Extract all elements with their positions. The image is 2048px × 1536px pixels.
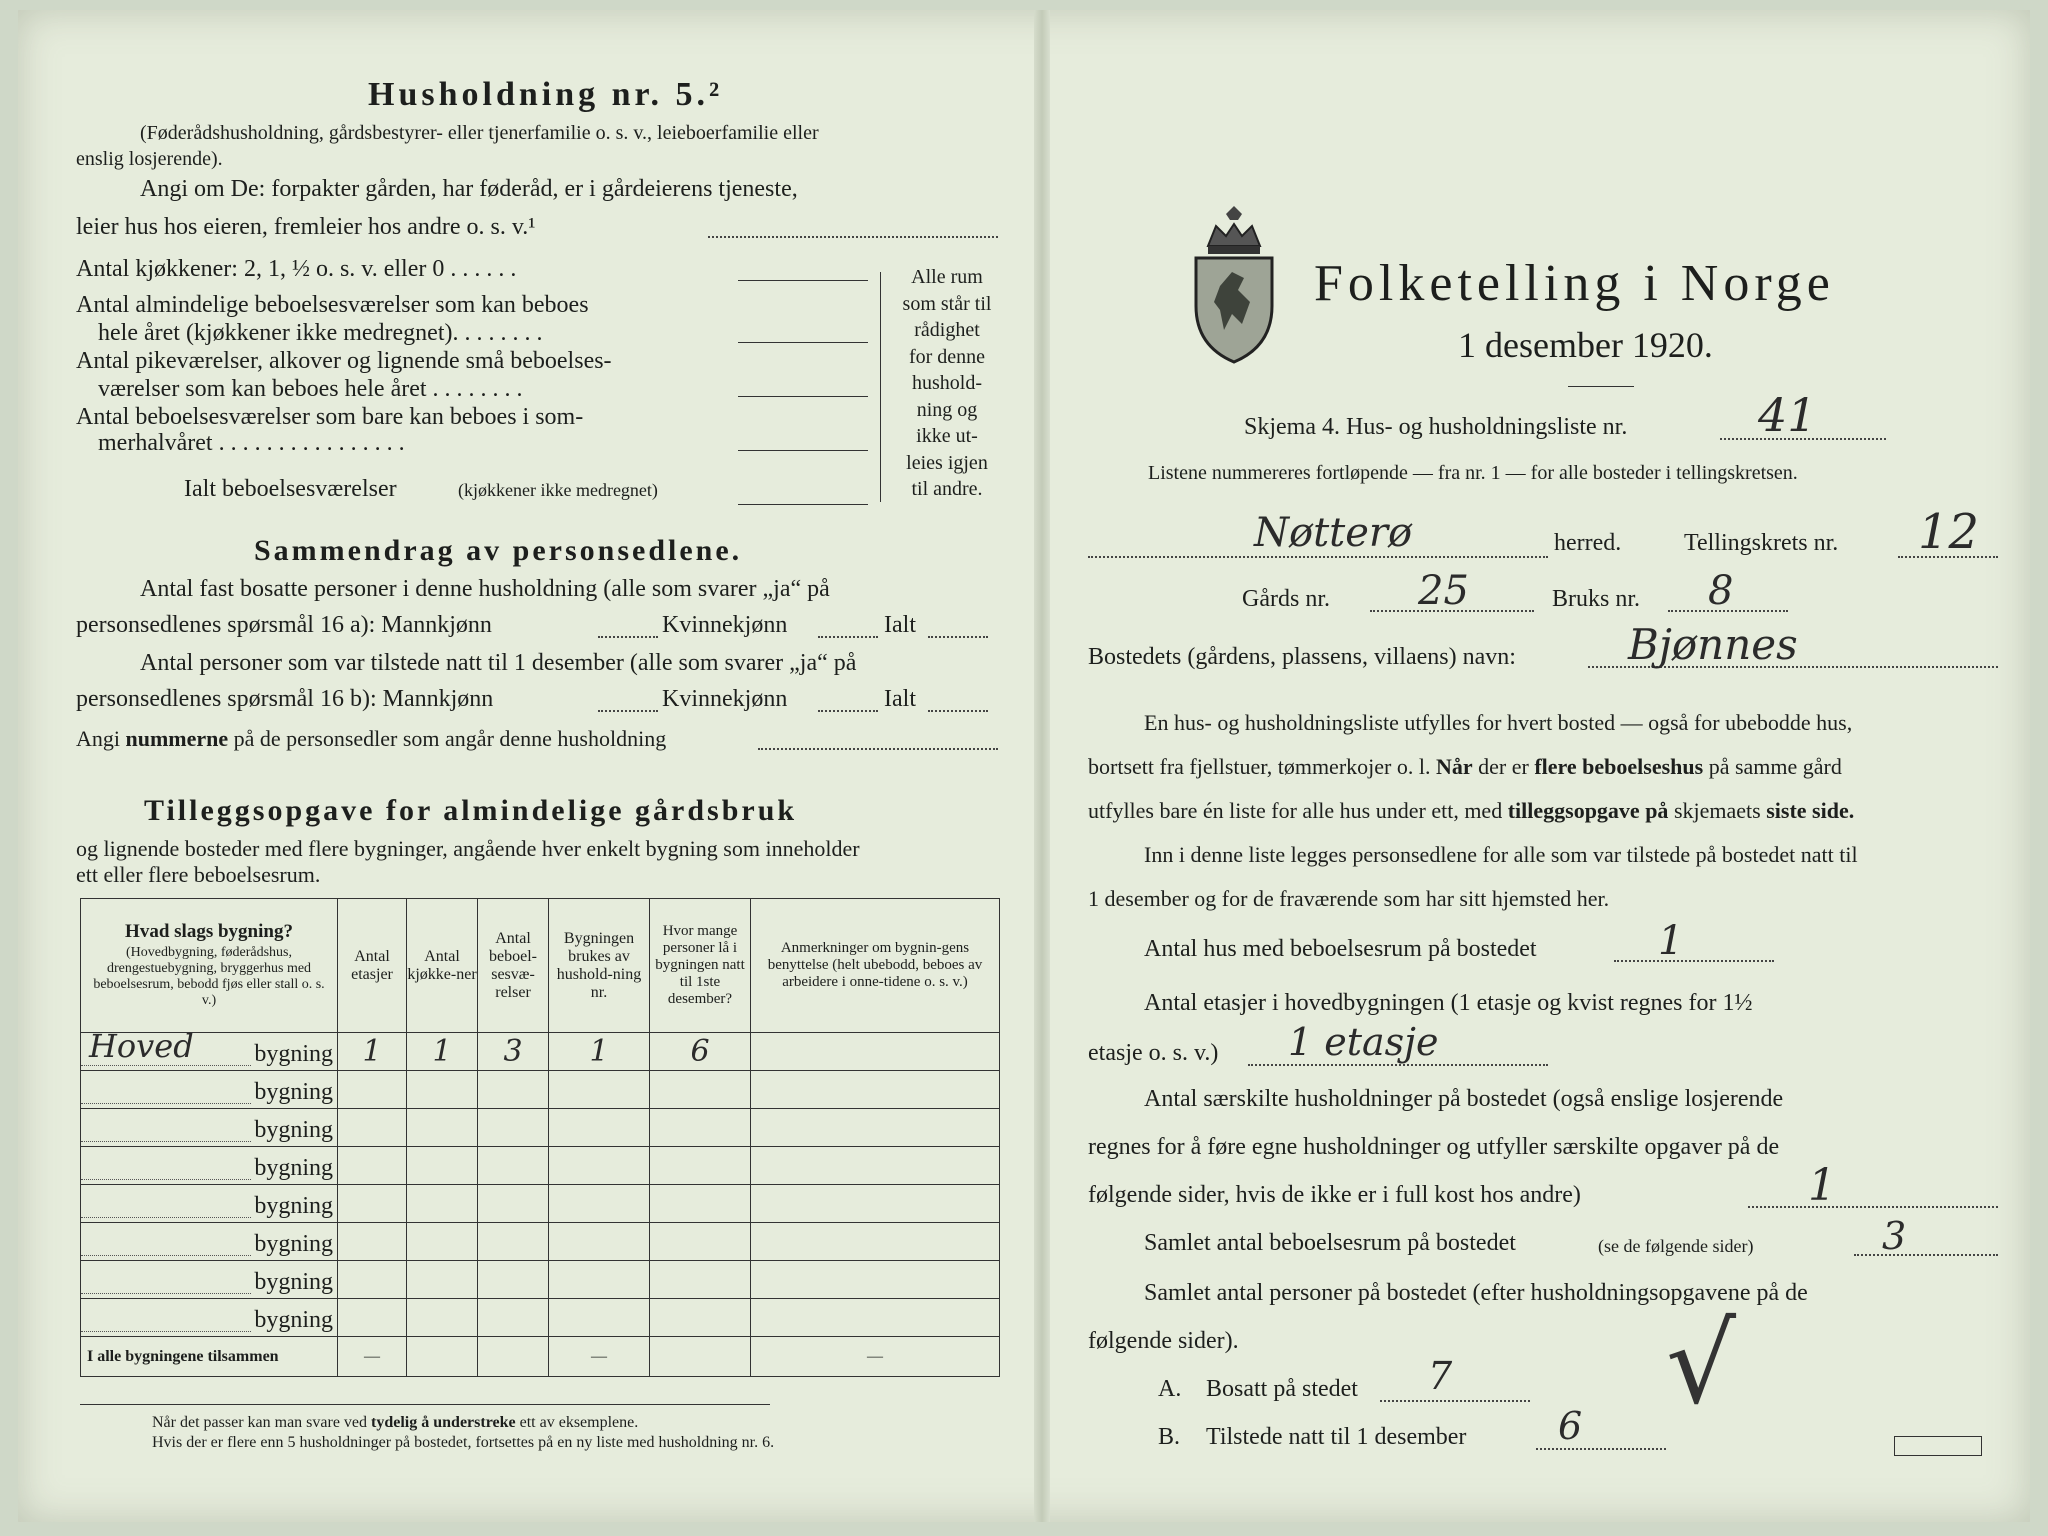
angi-line-2: leier hus hos eieren, fremleier hos andre o. s. v.¹ bbox=[76, 214, 536, 240]
total-etasjer: — bbox=[338, 1337, 407, 1377]
building-vaerelser-cell bbox=[478, 1299, 549, 1337]
bygning-label: bygning bbox=[254, 1307, 333, 1333]
q-hus-label: Antal hus med beboelsesrum på bostedet bbox=[1144, 936, 1537, 962]
building-husholdning-cell: 1 bbox=[549, 1033, 650, 1071]
q-a-value: 7 bbox=[1428, 1354, 1453, 1398]
q-hush-line bbox=[1748, 1206, 1998, 1208]
building-etasjer-cell: 1 bbox=[338, 1033, 407, 1071]
building-type-line bbox=[81, 1331, 251, 1332]
angi-nummerne-line bbox=[758, 748, 998, 750]
summary-2-kvinne-line bbox=[818, 710, 878, 712]
col-header-type bbox=[81, 899, 338, 1033]
building-type-cell bbox=[81, 1147, 338, 1185]
building-row bbox=[81, 1109, 1000, 1147]
building-anm-cell bbox=[751, 1185, 1000, 1223]
building-row bbox=[81, 1261, 1000, 1299]
building-type-cell bbox=[81, 1071, 338, 1109]
building-table bbox=[80, 898, 1000, 1377]
q-hush-1: Antal særskilte husholdninger på bostedet (også enslige losjerende bbox=[1144, 1086, 1784, 1112]
bruks-label: Bruks nr. bbox=[1552, 586, 1641, 612]
foot-note-1-post: ett av eksemplene. bbox=[515, 1414, 639, 1431]
building-type-cell bbox=[81, 1261, 338, 1299]
tillegg-2: ett eller flere beboelsesrum. bbox=[76, 862, 321, 887]
para1-line3-b: tilleggsopgave på bbox=[1507, 798, 1669, 823]
building-vaerelser-cell bbox=[478, 1185, 549, 1223]
building-anm-cell bbox=[751, 1109, 1000, 1147]
para1-line3 bbox=[1088, 798, 1854, 824]
building-etasjer-cell bbox=[338, 1185, 407, 1223]
building-row bbox=[81, 1185, 1000, 1223]
household-note-1: (Føderådshusholdning, gårdsbestyrer- eller tjenerfamilie o. s. v., leieboerfamilie eller bbox=[140, 122, 819, 144]
summary-2-ialt: Ialt bbox=[884, 686, 916, 712]
building-etasjer-cell bbox=[338, 1223, 407, 1261]
side-note-line: hushold- bbox=[912, 372, 982, 394]
q-a-label: A. bbox=[1158, 1376, 1182, 1402]
ialt-answer-line bbox=[738, 504, 868, 505]
side-note bbox=[892, 264, 1002, 503]
building-etasjer-cell bbox=[338, 1071, 407, 1109]
total-label: I alle bygningene tilsammen bbox=[81, 1337, 338, 1377]
q-rum-label: Samlet antal beboelsesrum på bostedet bbox=[1144, 1230, 1516, 1256]
building-personer-cell: 6 bbox=[650, 1033, 751, 1071]
summary-1-mann-line bbox=[598, 636, 658, 638]
foot-note-1-pre: Når det passer kan man svare ved bbox=[152, 1414, 372, 1431]
building-anm-cell bbox=[751, 1299, 1000, 1337]
bygning-label: bygning bbox=[254, 1231, 333, 1257]
building-kjokkener-cell: 1 bbox=[407, 1033, 478, 1071]
census-sheet bbox=[18, 10, 2030, 1522]
tellingskrets-value: 12 bbox=[1918, 504, 1980, 560]
summary-2-kvinne: Kvinnekjønn bbox=[662, 686, 788, 712]
bygning-label: bygning bbox=[254, 1155, 333, 1181]
building-vaerelser-cell bbox=[478, 1147, 549, 1185]
building-etasjer-cell bbox=[338, 1261, 407, 1299]
q-hush-value: 1 bbox=[1808, 1160, 1836, 1211]
herred-value: Nøtterø bbox=[1254, 510, 1413, 556]
building-husholdning-cell bbox=[549, 1185, 650, 1223]
foot-note-1 bbox=[152, 1414, 638, 1432]
building-row bbox=[81, 1147, 1000, 1185]
bruks-value: 8 bbox=[1708, 568, 1734, 614]
bygning-label: bygning bbox=[254, 1117, 333, 1143]
building-row bbox=[81, 1071, 1000, 1109]
foot-note-1-bold: tydelig å understreke bbox=[371, 1414, 516, 1431]
building-personer-cell bbox=[650, 1185, 751, 1223]
pike-answer-line bbox=[738, 396, 868, 397]
building-type-cell bbox=[81, 1223, 338, 1261]
para1-line2-d: flere beboelseshus bbox=[1534, 754, 1704, 779]
para2-line2: 1 desember og for de fraværende som har sitt hjemsted her. bbox=[1088, 886, 1610, 911]
date-rule bbox=[1568, 386, 1634, 387]
foot-note-2: Hvis der er flere enn 5 husholdninger på bostedet, fortsettes på en ny liste med husholdning nr. 6. bbox=[152, 1434, 775, 1451]
ialt-label: Ialt beboelsesværelser bbox=[184, 476, 397, 502]
q-pers-2: følgende sider). bbox=[1088, 1328, 1239, 1354]
col-header-etasjer: Antal etasjer bbox=[338, 899, 407, 1033]
total-row bbox=[81, 1337, 1000, 1377]
para1-line2 bbox=[1088, 754, 1842, 780]
building-kjokkener-cell bbox=[407, 1261, 478, 1299]
building-rows bbox=[81, 1027, 1000, 1337]
para1-line3-a: utfylles bare én liste for alle hus under ett, med bbox=[1088, 798, 1508, 823]
para1-line1: En hus- og husholdningsliste utfylles for hvert bosted — også for ubebodde hus, bbox=[1144, 710, 1853, 735]
building-vaerelser-cell bbox=[478, 1223, 549, 1261]
gards-value: 25 bbox=[1418, 568, 1469, 614]
summary-2-ialt-line bbox=[928, 710, 988, 712]
q-a-text: Bosatt på stedet bbox=[1206, 1376, 1358, 1402]
skjema-label: Skjema 4. Hus- og husholdningsliste nr. bbox=[1244, 414, 1628, 440]
building-vaerelser-cell: 3 bbox=[478, 1033, 549, 1071]
herred-label: herred. bbox=[1554, 530, 1622, 556]
summary-1-kvinne-line bbox=[818, 636, 878, 638]
kjokkener-answer-line bbox=[738, 280, 868, 281]
skjema-nr-value: 41 bbox=[1758, 388, 1817, 442]
building-vaerelser-cell bbox=[478, 1261, 549, 1299]
herred-line bbox=[1088, 556, 1548, 558]
listene-note: Listene nummereres fortløpende — fra nr. 1 — for alle bosteder i tellingskretsen. bbox=[1148, 462, 1798, 484]
gards-label: Gårds nr. bbox=[1242, 586, 1330, 612]
col-header-type-title: Hvad slags bygning? bbox=[125, 920, 293, 942]
side-note-line: leies igjen bbox=[906, 451, 988, 474]
norway-coat-of-arms bbox=[1186, 206, 1282, 366]
col-header-vaerelser: Antal beboel-sesvæ-relser bbox=[478, 899, 549, 1033]
q-etasjer-line bbox=[1248, 1064, 1548, 1066]
para1-line2-a: bortsett fra fjellstuer, tømmerkojer o. l. bbox=[1088, 754, 1436, 779]
household-note-2: enslig losjerende). bbox=[76, 148, 223, 170]
q-rum-value: 3 bbox=[1882, 1214, 1907, 1258]
side-note-line: Alle rum bbox=[911, 266, 983, 288]
angi-nummerne-bold: nummerne bbox=[125, 726, 229, 751]
col-header-kjokkener: Antal kjøkke-ner bbox=[407, 899, 478, 1033]
building-anm-cell bbox=[751, 1261, 1000, 1299]
angi-nummerne-post: på de personsedler som angår denne husholdning bbox=[228, 726, 667, 751]
building-husholdning-cell bbox=[549, 1261, 650, 1299]
pike-label-2: værelser som kan beboes hele året . . . . . . . . bbox=[98, 376, 523, 402]
para1-line2-e: på samme gård bbox=[1703, 754, 1842, 779]
building-husholdning-cell bbox=[549, 1071, 650, 1109]
household-title: Husholdning nr. 5.² bbox=[368, 76, 724, 113]
building-husholdning-cell bbox=[549, 1223, 650, 1261]
q-a-line bbox=[1380, 1400, 1530, 1402]
summary-1-kvinne: Kvinnekjønn bbox=[662, 612, 788, 638]
col-header-type-sub: (Hovedbygning, føderådshus, drengestuebygning, bryggerhus med beboelsesrum, bebodd fjøs eller stall o. s. v.) bbox=[93, 944, 325, 1008]
building-kjokkener-cell bbox=[407, 1299, 478, 1337]
building-personer-cell bbox=[650, 1299, 751, 1337]
ialt-note: (kjøkkener ikke medregnet) bbox=[458, 480, 658, 500]
total-vaerelser bbox=[478, 1337, 549, 1377]
bygning-label: bygning bbox=[254, 1041, 333, 1067]
sommer-label-2: merhalvåret . . . . . . . . . . . . . . . . bbox=[98, 430, 405, 456]
building-personer-cell bbox=[650, 1071, 751, 1109]
summary-2-mann-line bbox=[598, 710, 658, 712]
building-kjokkener-cell bbox=[407, 1109, 478, 1147]
side-note-line: til andre. bbox=[911, 478, 983, 500]
para2-line1: Inn i denne liste legges personsedlene for alle som var tilstede på bostedet natt til bbox=[1144, 842, 1858, 867]
angi-answer-line bbox=[708, 236, 998, 238]
q-b-text: Tilstede natt til 1 desember bbox=[1206, 1424, 1467, 1450]
q-b-label: B. bbox=[1158, 1424, 1181, 1450]
building-etasjer-cell bbox=[338, 1109, 407, 1147]
summary-2b: personsedlenes spørsmål 16 b): Mannkjønn bbox=[76, 686, 494, 712]
tillegg-1: og lignende bosteder med flere bygninger, angående hver enkelt bygning som inneholder bbox=[76, 836, 860, 861]
side-note-line: som står til bbox=[902, 292, 992, 315]
building-type-value: Hoved bbox=[89, 1027, 194, 1065]
building-etasjer-cell bbox=[338, 1147, 407, 1185]
alm-answer-line bbox=[738, 342, 868, 343]
building-anm-cell bbox=[751, 1223, 1000, 1261]
building-etasjer-cell bbox=[338, 1299, 407, 1337]
side-note-line: for denne bbox=[908, 345, 986, 368]
building-type-line bbox=[81, 1065, 251, 1066]
bostedets-label: Bostedets (gårdens, plassens, villaens) navn: bbox=[1088, 644, 1516, 670]
building-type-line bbox=[81, 1141, 251, 1142]
building-vaerelser-cell bbox=[478, 1109, 549, 1147]
form-date: 1 desember 1920. bbox=[1458, 325, 1713, 365]
building-husholdning-cell bbox=[549, 1147, 650, 1185]
building-personer-cell bbox=[650, 1147, 751, 1185]
building-row bbox=[81, 1033, 1000, 1071]
building-type-line bbox=[81, 1293, 251, 1294]
bygning-label: bygning bbox=[254, 1269, 333, 1295]
para1-line3-d: siste side. bbox=[1766, 798, 1855, 823]
building-kjokkener-cell bbox=[407, 1223, 478, 1261]
building-anm-cell bbox=[751, 1033, 1000, 1071]
building-kjokkener-cell bbox=[407, 1185, 478, 1223]
side-note-line: ikke ut- bbox=[916, 425, 978, 447]
building-personer-cell bbox=[650, 1261, 751, 1299]
sommer-label-1: Antal beboelsesværelser som bare kan beboes i som- bbox=[76, 404, 584, 430]
q-etasjer-1: Antal etasjer i hovedbygningen (1 etasje og kvist regnes for 1½ bbox=[1144, 990, 1753, 1016]
bygning-label: bygning bbox=[254, 1193, 333, 1219]
q-pers-1: Samlet antal personer på bostedet (efter husholdningsopgavene på de bbox=[1144, 1280, 1808, 1306]
side-note-brace bbox=[880, 272, 881, 502]
angi-nummerne-pre: Angi bbox=[76, 726, 126, 751]
building-kjokkener-cell bbox=[407, 1147, 478, 1185]
q-hush-2: regnes for å føre egne husholdninger og utfyller særskilte opgaver på de bbox=[1088, 1134, 1780, 1160]
q-b-line bbox=[1536, 1448, 1666, 1450]
q-hush-3: følgende sider, hvis de ikke er i full kost hos andre) bbox=[1088, 1182, 1581, 1208]
building-type-cell bbox=[81, 1027, 338, 1071]
summary-1-ialt: Ialt bbox=[884, 612, 916, 638]
building-type-line bbox=[81, 1255, 251, 1256]
angi-nummerne bbox=[76, 726, 666, 752]
summary-2a: Antal personer som var tilstede natt til 1 desember (alle som svarer „ja“ på bbox=[140, 650, 857, 676]
total-personer bbox=[650, 1337, 751, 1377]
summary-1-ialt-line bbox=[928, 636, 988, 638]
printer-stamp bbox=[1894, 1436, 1982, 1456]
col-header-anm: Anmerkninger om bygnin-gens benyttelse (helt ubebodd, beboes av arbeidere i onne-tidene o. s. v.) bbox=[751, 899, 1000, 1033]
para1-line2-b: Når bbox=[1435, 754, 1473, 779]
q-b-value: 6 bbox=[1558, 1404, 1583, 1448]
side-note-line: rådighet bbox=[914, 319, 980, 341]
total-husholdning: — bbox=[549, 1337, 650, 1377]
building-row bbox=[81, 1299, 1000, 1337]
building-husholdning-cell bbox=[549, 1109, 650, 1147]
side-note-line: ning og bbox=[916, 398, 978, 421]
building-type-cell bbox=[81, 1185, 338, 1223]
page-fold bbox=[1034, 10, 1050, 1522]
q-rum-note: (se de følgende sider) bbox=[1598, 1236, 1754, 1256]
building-vaerelser-cell bbox=[478, 1071, 549, 1109]
angi-line-1: Angi om De: forpakter gården, har føderåd, er i gårdeierens tjeneste, bbox=[140, 176, 798, 202]
sommer-answer-line bbox=[738, 450, 868, 451]
summary-1b: personsedlenes spørsmål 16 a): Mannkjønn bbox=[76, 612, 492, 638]
building-type-cell bbox=[81, 1299, 338, 1337]
foot-rule bbox=[80, 1404, 770, 1405]
q-rum-line bbox=[1854, 1254, 1998, 1256]
building-type-line bbox=[81, 1179, 251, 1180]
para1-line3-c: skjemaets bbox=[1668, 798, 1767, 823]
building-husholdning-cell bbox=[549, 1299, 650, 1337]
building-type-line bbox=[81, 1103, 251, 1104]
alm-label-1: Antal almindelige beboelsesværelser som kan beboes bbox=[76, 292, 589, 318]
col-header-husholdning: Bygningen brukes av hushold-ning nr. bbox=[549, 899, 650, 1033]
building-kjokkener-cell bbox=[407, 1071, 478, 1109]
bostedets-value: Bjønnes bbox=[1628, 620, 1798, 669]
summary-title: Sammendrag av personsedlene. bbox=[254, 534, 743, 567]
para1-line2-c: der er bbox=[1472, 754, 1535, 779]
total-kjokkener bbox=[407, 1337, 478, 1377]
total-anm: — bbox=[751, 1337, 1000, 1377]
pike-label-1: Antal pikeværelser, alkover og lignende små beboelses- bbox=[76, 348, 612, 374]
alm-label-2: hele året (kjøkkener ikke medregnet). . . . . . . . bbox=[98, 320, 543, 346]
bygning-label: bygning bbox=[254, 1079, 333, 1105]
building-row bbox=[81, 1223, 1000, 1261]
col-header-personer: Hvor mange personer lå i bygningen natt til 1ste desember? bbox=[650, 899, 751, 1033]
kjokkener-label: Antal kjøkkener: 2, 1, ½ o. s. v. eller 0 . . . . . . bbox=[76, 256, 517, 282]
q-etasjer-value: 1 etasje bbox=[1288, 1020, 1439, 1064]
q-etasjer-2: etasje o. s. v.) bbox=[1088, 1040, 1219, 1066]
building-type-line bbox=[81, 1217, 251, 1218]
building-type-cell bbox=[81, 1109, 338, 1147]
summary-1a: Antal fast bosatte personer i denne husholdning (alle som svarer „ja“ på bbox=[140, 576, 830, 602]
form-title: Folketelling i Norge bbox=[1314, 255, 1835, 312]
building-anm-cell bbox=[751, 1147, 1000, 1185]
q-hus-line bbox=[1614, 960, 1774, 962]
building-personer-cell bbox=[650, 1109, 751, 1147]
tellingskrets-label: Tellingskrets nr. bbox=[1684, 530, 1839, 556]
building-anm-cell bbox=[751, 1071, 1000, 1109]
q-hus-value: 1 bbox=[1658, 918, 1684, 964]
tillegg-title: Tilleggsopgave for almindelige gårdsbruk bbox=[144, 794, 798, 827]
checkmark-annotation: √ bbox=[1666, 1300, 1737, 1428]
building-personer-cell bbox=[650, 1223, 751, 1261]
